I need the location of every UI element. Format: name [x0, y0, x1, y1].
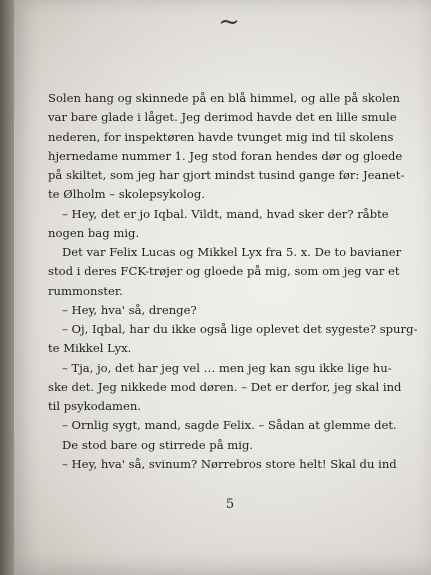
page-number: 5 [225, 497, 235, 512]
text-line: stod i deres FCK-trøjer og gloede på mig, som om jeg var et [48, 264, 400, 279]
text-line: hjernedame nummer 1. Jeg stod foran hendes dør og gloede [48, 148, 403, 163]
text-line: – Oj, Iqbal, har du ikke også lige oplevet det sygeste? spurg- [62, 322, 418, 336]
text-line: på skiltet, som jeg har gjort mindst tusind gange før: Jeanet- [48, 168, 405, 182]
text-line: Solen hang og skinnede på en blå himmel, og alle på skolen [48, 91, 400, 105]
text-line: te Ølholm – skolepsykolog. [48, 187, 205, 202]
text-line: Det var Felix Lucas og Mikkel Lyx fra 5. x. De to bavianer [62, 245, 402, 259]
text-line: – Ornlig sygt, mand, sagde Felix. – Sådan at glemme det. [62, 418, 397, 433]
text-line: til psykodamen. [48, 399, 142, 413]
tilde-ornament: ~ [218, 7, 240, 37]
text-line: De stod bare og stirrede på mig. [62, 437, 254, 452]
text-line: te Mikkel Lyx. [48, 341, 132, 356]
text-line: nogen bag mig. [48, 225, 140, 240]
text-line: – Tja, jo, det har jeg vel … men jeg kan sgu ikke lige hu- [62, 360, 392, 375]
text-line: rummonster. [48, 283, 123, 298]
text-line: var bare glade i låget. Jeg derimod havde det en lille smule [48, 110, 397, 125]
text-line: – Hey, hva' så, drenge? [62, 302, 197, 317]
text-line: – Hey, hva' så, svinum? Nørrebros store helt! Skal du ind [62, 456, 397, 471]
text-line: nederen, for inspektøren havde tvunget mig ind til skolens [48, 129, 394, 144]
text-line: – Hey, det er jo Iqbal. Vildt, mand, hvad sker der? råbte [62, 206, 389, 221]
text-line: ske det. Jeg nikkede mod døren. – Det er derfor, jeg skal ind [48, 379, 402, 394]
book-page [14, 0, 431, 575]
body-text [48, 89, 418, 474]
